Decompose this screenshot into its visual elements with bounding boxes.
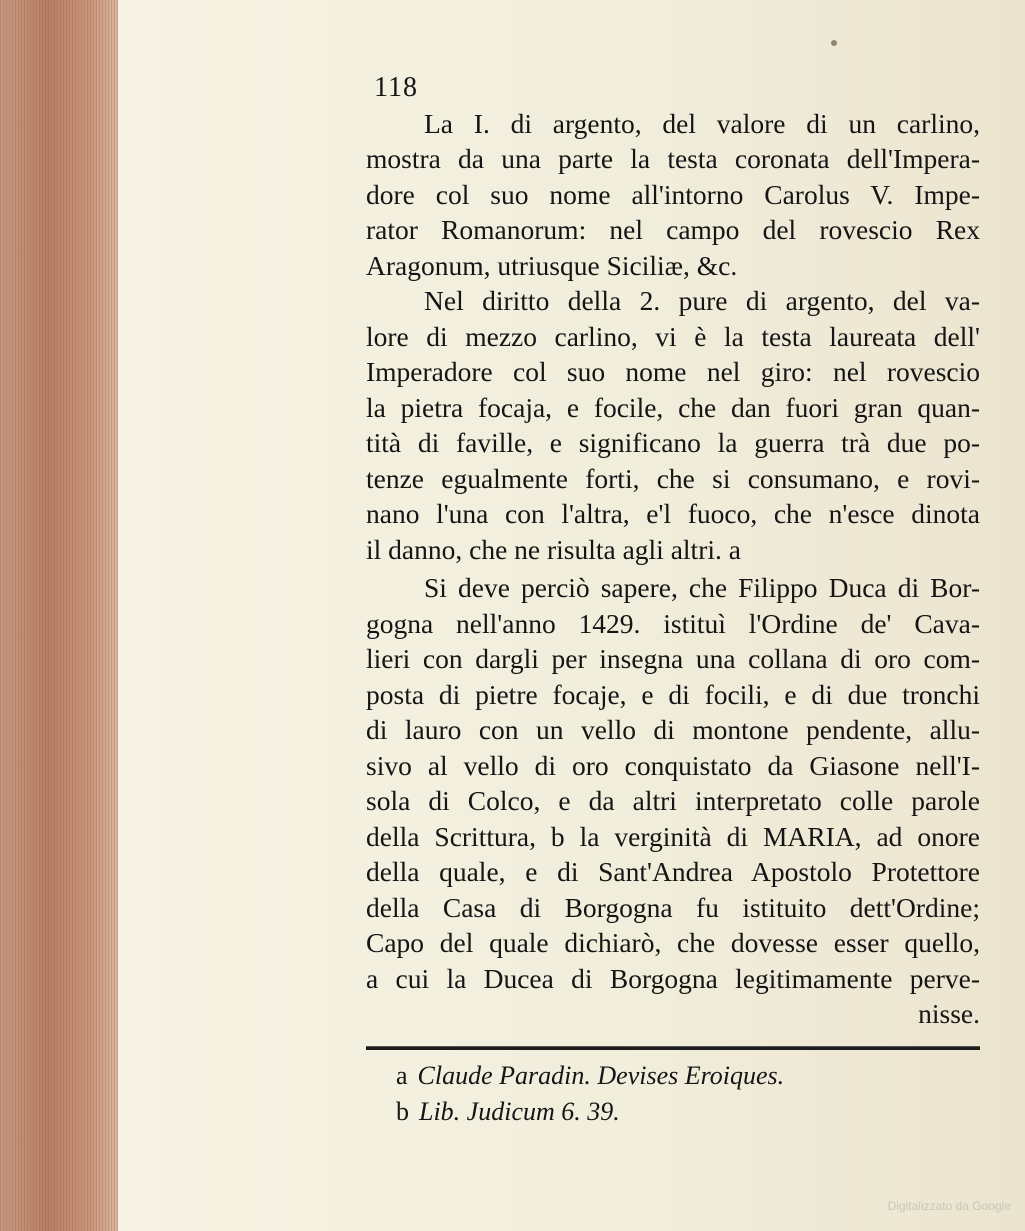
page-number: 118 xyxy=(374,72,418,103)
text-line: Capo del quale dichiarò, che dovesse esser quello, xyxy=(366,927,980,958)
body-text xyxy=(366,106,980,1032)
text-line: nisse. xyxy=(918,998,980,1029)
footnote-mark: b xyxy=(396,1096,409,1126)
footnote-a xyxy=(396,1058,980,1094)
text-line: lore di mezzo carlino, vi è la testa laureata dell' xyxy=(366,320,980,352)
text-line: Aragonum, utriusque Siciliæ, &c. xyxy=(366,249,738,281)
text-line: di lauro con un vello di montone pendente, allu- xyxy=(366,714,980,745)
text-line: a cui la Ducea di Borgogna legitimamente perve- xyxy=(366,962,980,994)
footnote-text: Claude Paradin. Devises Eroiques. xyxy=(417,1060,785,1090)
text-line: sivo al vello di oro conquistato da Giasone nell'I- xyxy=(366,749,980,781)
text-line: sola di Colco, e da altri interpretato colle parole xyxy=(366,785,980,816)
text-line: il danno, che ne risulta agli altri. a xyxy=(366,533,741,565)
page-content xyxy=(366,70,980,1130)
text-line: mostra da una parte la testa coronata dell'Impera- xyxy=(366,143,980,174)
text-line: tità di faville, e significano la guerra trà due po- xyxy=(366,427,980,458)
text-line: rator Romanorum: nel campo del rovescio Rex xyxy=(366,214,980,245)
text-line: della quale, e di Sant'Andrea Apostolo Protettore xyxy=(366,856,980,887)
text-line: gogna nell'anno 1429. istituì l'Ordine de' Cava- xyxy=(366,607,980,639)
footnote-text: Lib. Judicum 6. 39. xyxy=(419,1096,620,1126)
footnotes xyxy=(366,1058,980,1130)
text-line: dore col suo nome all'intorno Carolus V. Impe- xyxy=(366,178,980,210)
text-line: della Scrittura, b la verginità di MARIA, ad onore xyxy=(366,820,980,852)
text-line: nano l'una con l'altra, e'l fuoco, che n'esce dinota xyxy=(366,498,980,529)
book-spine-edge xyxy=(0,0,118,1231)
footnote-b xyxy=(396,1094,980,1130)
text-line: Nel diritto della 2. pure di argento, del va- xyxy=(424,285,980,316)
text-line: della Casa di Borgogna fu istituito dett'Ordine; xyxy=(366,891,980,923)
digitization-watermark: Digitalizzato da Google xyxy=(887,1199,1011,1213)
footnote-divider xyxy=(366,1046,980,1050)
text-line: posta di pietre focaje, e di focili, e di due tronchi xyxy=(366,678,980,710)
text-line: Imperadore col suo nome nel giro: nel rovescio xyxy=(366,356,980,387)
footnote-mark: a xyxy=(396,1060,408,1090)
text-line: la pietra focaja, e focile, che dan fuori gran quan- xyxy=(366,391,980,423)
text-line: La I. di argento, del valore di un carlino, xyxy=(424,107,980,139)
text-line: lieri con dargli per insegna una collana di oro com- xyxy=(366,643,980,674)
text-line: Si deve perciò sapere, che Filippo Duca di Bor- xyxy=(424,572,980,603)
text-line: tenze egualmente forti, che si consumano, e rovi- xyxy=(366,462,980,494)
